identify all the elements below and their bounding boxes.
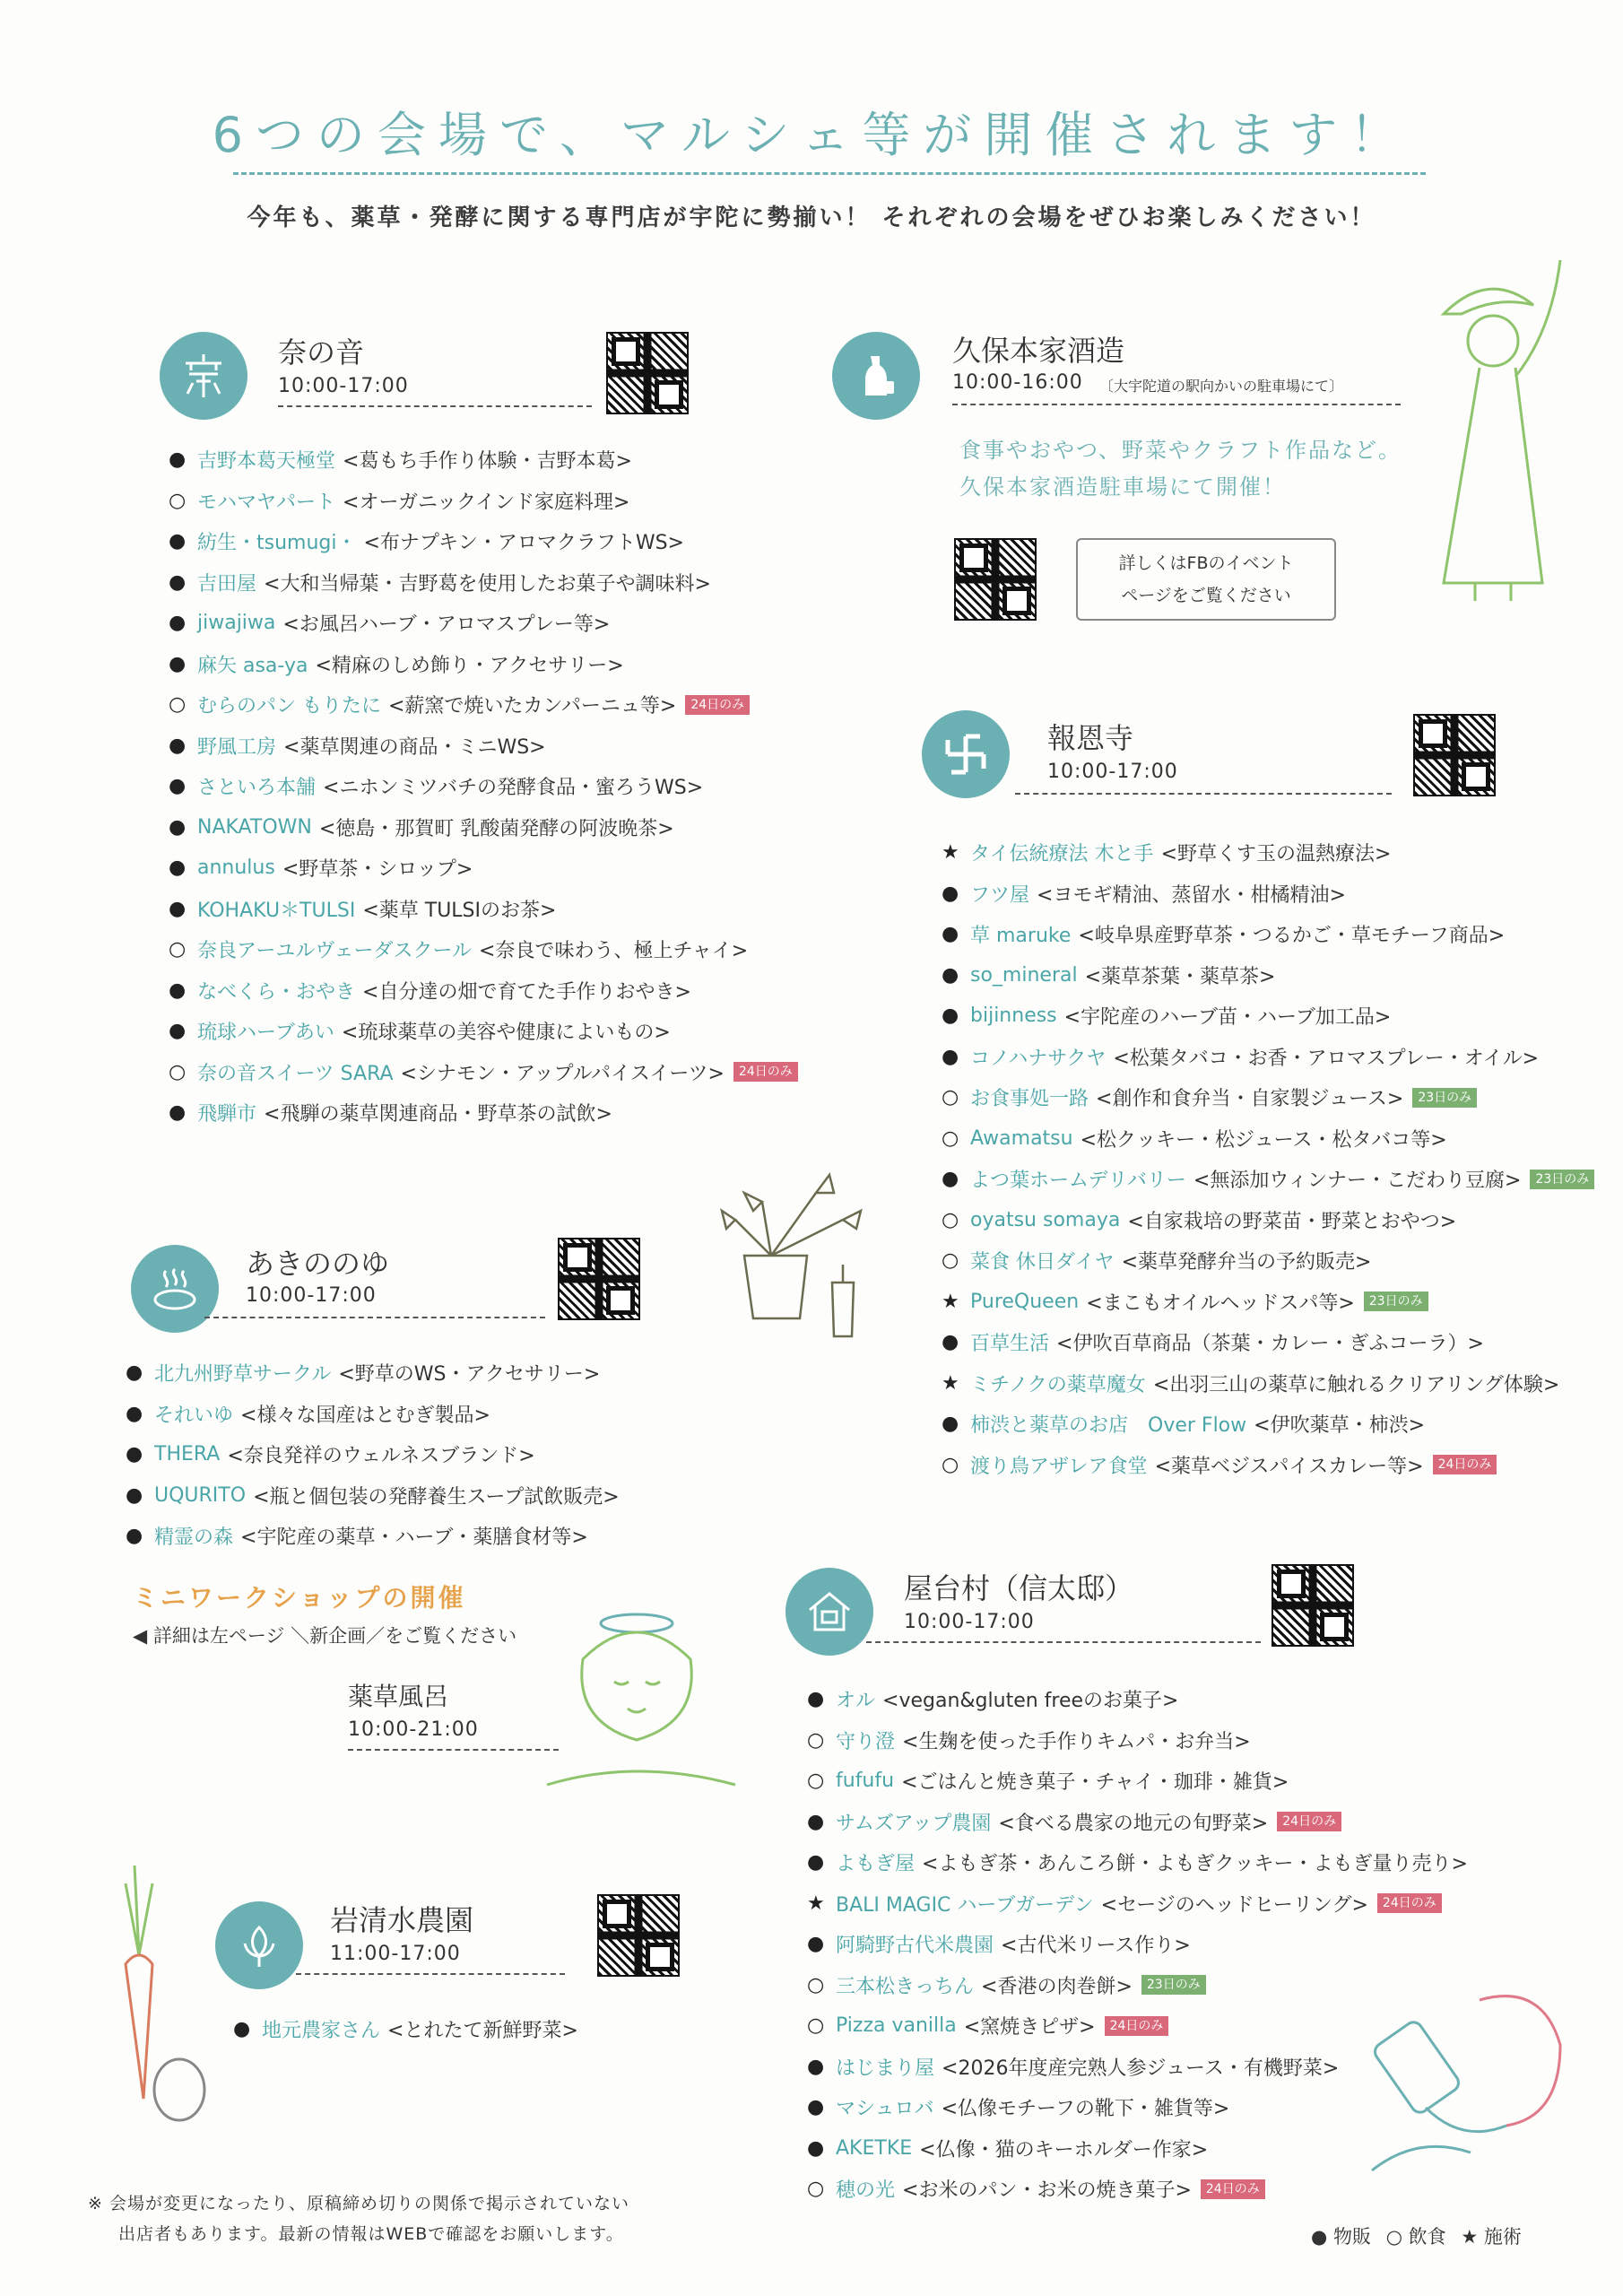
shop-description: <大和当帰葉・吉野葛を使用したお菓子や調味料> <box>264 572 711 596</box>
kubo-fb-note <box>1076 538 1336 621</box>
shop-list-nanooto <box>169 439 798 1134</box>
shop-type-mark: ● <box>942 1045 959 1068</box>
shop-item <box>169 521 798 562</box>
shop-item <box>942 1363 1594 1405</box>
shop-type-mark: ● <box>942 963 959 987</box>
shop-description: <とれたて新鮮野菜> <box>387 2020 578 2043</box>
shop-description: <布ナプキン・アロマクラフトWS> <box>363 532 684 555</box>
shop-item <box>169 1092 798 1134</box>
venue-divider <box>278 405 592 407</box>
shop-type-mark: ● <box>807 1933 825 1956</box>
venue-name-kubo: 久保本家酒造 <box>952 334 1125 368</box>
shop-type-mark: ○ <box>807 1770 825 1793</box>
shop-item <box>942 1200 1594 1241</box>
venue-divider <box>952 404 1401 405</box>
shop-name: UQURITO <box>154 1483 247 1507</box>
shop-item <box>942 1445 1594 1486</box>
shop-type-mark: ● <box>942 1168 959 1191</box>
shop-description: <窯焼きピザ> <box>963 2016 1096 2039</box>
shop-name: コノハナサクヤ <box>970 1047 1107 1070</box>
shop-name: 地元農家さん <box>262 2020 381 2043</box>
shop-name: THERA <box>154 1443 221 1466</box>
shop-description: <お米のパン・お米の焼き菓子> <box>902 2179 1192 2203</box>
venue-divider <box>296 1973 565 1975</box>
shop-item <box>169 807 798 848</box>
shop-item <box>126 1352 620 1394</box>
shop-name: はじまり屋 <box>836 2057 935 2080</box>
shop-item <box>807 1883 1468 1925</box>
shop-type-mark: ● <box>233 2018 251 2041</box>
shop-description: <香港の肉巻餅> <box>981 1975 1133 1998</box>
shop-description: <琉球薬草の美容や健康によいもの> <box>341 1022 671 1045</box>
shop-description: <宇陀産のハーブ苗・ハーブ加工品> <box>1063 1006 1392 1030</box>
date-badge: 24日のみ <box>1277 1812 1341 1831</box>
footnote-line1: ※ 会場が変更になったり、原稿締め切りの関係で掲示されていない <box>88 2194 629 2213</box>
shop-name: タイ伝統療法 木と手 <box>970 843 1154 866</box>
shop-name: 奈良アーユルヴェーダスクール <box>197 940 473 963</box>
shop-type-mark: ● <box>807 2096 825 2119</box>
workshop-title: ミニワークショップの開催 <box>133 1583 466 1613</box>
shop-name: それいゆ <box>154 1404 234 1427</box>
qr-code-akinonoyu[interactable] <box>558 1238 640 1320</box>
shop-item <box>942 1077 1594 1118</box>
shop-type-mark: ● <box>169 1020 187 1043</box>
shop-item <box>807 1802 1468 1843</box>
shop-item <box>942 874 1594 915</box>
shop-description: <徳島・那賀町 乳酸菌発酵の阿波晩茶> <box>318 817 674 840</box>
shop-name: oyatsu somaya <box>970 1208 1121 1231</box>
workshop-name: 薬草風呂 <box>348 1682 449 1711</box>
shop-name: 吉野本葛天極堂 <box>197 450 336 474</box>
shop-type-mark: ● <box>126 1402 143 1425</box>
shop-type-mark: ○ <box>807 2014 825 2038</box>
shop-name: bijinness <box>970 1004 1057 1028</box>
shop-type-mark: ● <box>169 734 187 757</box>
legend-food: ○ 飲食 <box>1385 2226 1446 2248</box>
date-badge: 24日のみ <box>1201 2179 1265 2199</box>
shop-name: NAKATOWN <box>197 815 312 839</box>
shop-name: なべくら・おやき <box>197 980 356 1004</box>
shop-type-mark: ○ <box>942 1208 959 1231</box>
venue-name-akinonoyu: あきののゆ <box>246 1247 390 1281</box>
shop-item <box>126 1516 620 1557</box>
shop-name: Awamatsu <box>970 1126 1073 1150</box>
shop-type-mark: ○ <box>169 938 187 961</box>
shop-type-mark: ● <box>169 978 187 1002</box>
shop-name: 琉球ハーブあい <box>197 1022 334 1045</box>
shop-item <box>169 970 798 1012</box>
shop-list-houonji <box>942 832 1594 1485</box>
shop-description: <薬草発酵弁当の予約販売> <box>1121 1251 1372 1274</box>
potted-plant-illustration <box>717 1157 888 1345</box>
qr-code-kubo[interactable] <box>954 538 1037 621</box>
shop-type-mark: ● <box>169 448 187 472</box>
shop-type-mark: ● <box>942 1004 959 1028</box>
shop-description: <仏像・猫のキーホルダー作家> <box>919 2138 1209 2161</box>
shop-description: <ごはんと焼き菓子・チャイ・珈琲・雑貨> <box>901 1771 1289 1795</box>
shop-item <box>233 2009 578 2050</box>
kubo-note-line1: 詳しくはFBのイベント <box>1118 553 1294 573</box>
venue-divider <box>1015 793 1392 795</box>
shop-name: BALI MAGIC ハーブガーデン <box>836 1893 1094 1917</box>
shop-description: <食べる農家の地元の旬野菜> <box>998 1812 1269 1835</box>
shop-type-mark: ● <box>942 882 959 905</box>
venue-divider <box>866 1641 1261 1643</box>
legend-treatment: ★ 施術 <box>1461 2226 1522 2248</box>
shop-item <box>126 1475 620 1517</box>
shop-type-mark: ● <box>169 857 187 880</box>
shop-name: 奈の音スイーツ SARA <box>197 1062 394 1085</box>
shop-description: <シナモン・アップルパイスイーツ> <box>400 1062 725 1085</box>
shop-item <box>169 889 798 930</box>
shop-name: 北九州野草サークル <box>154 1363 332 1387</box>
shop-item <box>807 1761 1468 1802</box>
shop-description: <薬草茶葉・薬草茶> <box>1084 965 1276 988</box>
shop-name: 精霊の森 <box>154 1526 234 1550</box>
shop-name: よもぎ屋 <box>836 1853 916 1876</box>
shop-item <box>169 1011 798 1052</box>
shop-name: KOHAKU＊TULSI <box>197 899 356 922</box>
shop-name: PureQueen <box>970 1290 1080 1313</box>
qr-code-houonji[interactable] <box>1413 714 1496 796</box>
shop-description: <精麻のしめ飾り・アクセサリー> <box>315 654 624 677</box>
sake-bottle-icon <box>832 332 920 420</box>
kubo-desc-line1: 食事やおやつ、野菜やクラフト作品など。 <box>959 438 1402 463</box>
shop-name: 菜食 休日ダイヤ <box>970 1251 1115 1274</box>
shop-name: 守り澄 <box>836 1730 896 1753</box>
footnote <box>88 2188 629 2249</box>
shop-name: オル <box>836 1690 876 1713</box>
shop-description: <自家栽培の野菜苗・野菜とおやつ> <box>1127 1210 1457 1233</box>
shop-name: 紡生・tsumugi・ <box>197 532 357 555</box>
venue-time-kubo: 10:00-16:00 <box>952 371 1083 394</box>
shop-type-mark: ● <box>807 2136 825 2160</box>
shop-type-mark: ● <box>942 1331 959 1354</box>
vegetables-illustration <box>99 1848 206 2135</box>
shop-name: モハマヤパート <box>197 491 336 514</box>
date-badge: 24日のみ <box>685 695 750 715</box>
shop-description: <伊吹薬草・柿渋> <box>1254 1414 1426 1438</box>
bath-person-illustration <box>538 1605 744 1821</box>
manji-icon <box>922 710 1010 798</box>
shop-name: 三本松きっちん <box>836 1975 975 1998</box>
shop-type-mark: ★ <box>942 841 959 865</box>
shop-description: <薪窯で焼いたカンパーニュ等> <box>388 695 677 718</box>
shop-item <box>169 848 798 889</box>
kubo-note-line2: ページをご覧ください <box>1121 586 1291 605</box>
shop-description: <出羽三山の薬草に触れるクリアリング体験> <box>1152 1373 1560 1396</box>
date-badge: 24日のみ <box>733 1062 798 1082</box>
shop-type-mark: ● <box>126 1361 143 1385</box>
kubo-desc-line2: 久保本家酒造駐車場にて開催！ <box>959 474 1286 500</box>
shop-name: むらのパン もりたに <box>197 695 381 718</box>
shop-description: <薬草 TULSIのお茶> <box>362 899 557 922</box>
shop-name: jiwajiwa <box>197 612 276 635</box>
qr-code-yataimura[interactable] <box>1271 1564 1354 1647</box>
shop-type-mark: ● <box>169 570 187 594</box>
qr-code-iwashimizu[interactable] <box>597 1894 680 1977</box>
shop-type-mark: ● <box>942 923 959 946</box>
shop-name: お食事処一路 <box>970 1088 1089 1111</box>
shop-name: マシュロバ <box>836 2098 934 2121</box>
venue-name-iwashimizu: 岩清水農園 <box>330 1903 474 1937</box>
shop-type-mark: ○ <box>942 1126 959 1150</box>
shop-name: fufufu <box>836 1770 895 1793</box>
shop-description: <宇陀産の薬草・ハーブ・薬膳食材等> <box>240 1526 588 1550</box>
shop-description: <野草くす玉の温熱療法> <box>1160 843 1392 866</box>
shop-name: サムズアップ農園 <box>836 1812 992 1835</box>
shop-item <box>942 996 1594 1037</box>
shop-type-mark: ● <box>807 1688 825 1711</box>
shop-item <box>942 1159 1594 1200</box>
shop-description: <奈良で味わう、極上チャイ> <box>479 940 749 963</box>
shop-description: <セージのヘッドヒーリング> <box>1100 1893 1368 1917</box>
shop-name: AKETKE <box>836 2136 913 2160</box>
shop-item <box>807 1720 1468 1761</box>
venue-time-nanooto: 10:00-17:00 <box>278 375 409 397</box>
shop-description: <葛もち手作り体験・吉野本葛> <box>343 450 632 474</box>
date-badge: 23日のみ <box>1141 1975 1206 1995</box>
shop-name: 草 maruke <box>970 925 1072 948</box>
nanooto-logo-icon <box>160 332 247 420</box>
shop-type-mark: ● <box>126 1525 143 1548</box>
shop-name: annulus <box>197 857 275 880</box>
shop-description: <無添加ウィンナー・こだわり豆腐> <box>1193 1170 1522 1193</box>
shop-list-akinonoyu <box>126 1352 620 1557</box>
shop-type-mark: ● <box>169 897 187 920</box>
shop-type-mark: ● <box>942 1413 959 1436</box>
shop-item <box>807 1924 1468 1965</box>
shop-type-mark: ● <box>807 2055 825 2078</box>
shop-item <box>169 644 798 685</box>
shop-description: <お風呂ハーブ・アロマスプレー等> <box>282 613 611 637</box>
hot-spring-icon <box>131 1245 219 1333</box>
venue-time-akinonoyu: 10:00-17:00 <box>246 1284 377 1307</box>
shop-description: <伊吹百草商品（茶葉・カレー・ぎふコーラ）> <box>1056 1333 1484 1356</box>
shop-type-mark: ● <box>807 1810 825 1833</box>
venue-place-kubo: 〔大宇陀道の駅向かいの駐車場にて〕 <box>1099 378 1344 395</box>
shop-description: <創作和食弁当・自家製ジュース> <box>1096 1088 1404 1111</box>
shop-name: Pizza vanilla <box>836 2014 957 2038</box>
shop-name: さといろ本舗 <box>197 777 317 800</box>
shop-item <box>169 1052 798 1093</box>
date-badge: 24日のみ <box>1433 1455 1497 1474</box>
shop-type-mark: ★ <box>942 1371 959 1395</box>
workshop-time: 10:00-21:00 <box>348 1718 479 1741</box>
shop-type-mark: ○ <box>169 1060 187 1083</box>
shop-name: so_mineral <box>970 963 1078 987</box>
shop-name: フツ屋 <box>970 883 1030 907</box>
shop-name: 阿騎野古代米農園 <box>836 1935 994 1958</box>
shop-description: <瓶と個包装の発酵養生スープ試飲販売> <box>253 1485 620 1509</box>
legend-goods: ● 物販 <box>1311 2226 1371 2248</box>
shop-name: 柿渋と薬草のお店 Over Flow <box>970 1414 1247 1438</box>
shop-item <box>169 562 798 604</box>
drinking-person-illustration <box>1354 1973 1578 2206</box>
shop-name: よつ葉ホームデリバリー <box>970 1170 1186 1193</box>
shop-type-mark: ○ <box>942 1453 959 1476</box>
shop-item <box>942 1404 1594 1445</box>
shop-type-mark: ● <box>169 815 187 839</box>
kubo-description <box>959 432 1402 506</box>
date-badge: 23日のみ <box>1530 1170 1594 1189</box>
shop-description: <様々な国産はとむぎ製品> <box>240 1404 490 1427</box>
shop-item <box>126 1394 620 1435</box>
shop-type-mark: ● <box>807 1851 825 1874</box>
shop-name: ミチノクの薬草魔女 <box>970 1373 1146 1396</box>
shop-item <box>169 726 798 767</box>
shop-name: 百草生活 <box>970 1333 1050 1356</box>
shop-description: <薬草ベジスパイスカレー等> <box>1154 1455 1424 1478</box>
page-title: 6つの会場で、マルシェ等が開催されます！ <box>212 107 1411 163</box>
venue-time-iwashimizu: 11:00-17:00 <box>330 1943 461 1965</box>
legend <box>1311 2222 1531 2249</box>
house-icon <box>785 1568 873 1656</box>
date-badge: 23日のみ <box>1412 1088 1477 1108</box>
shop-item <box>942 832 1594 874</box>
venue-name-yataimura: 屋台村（信太邸） <box>904 1571 1134 1605</box>
venue-name-nanooto: 奈の音 <box>278 335 365 370</box>
leaf-icon <box>215 1901 303 1989</box>
shop-item <box>807 1679 1468 1720</box>
shop-description: <仏像モチーフの靴下・雑貨等> <box>941 2098 1230 2121</box>
shop-description: <松クッキー・松ジュース・松タバコ等> <box>1080 1128 1447 1152</box>
shop-item <box>942 1037 1594 1078</box>
shop-description: <生麹を使った手作りキムパ・お弁当> <box>902 1730 1251 1753</box>
shop-type-mark: ○ <box>807 1728 825 1752</box>
shop-description: <岐阜県産野草茶・つるかご・草モチーフ商品> <box>1078 925 1506 948</box>
shop-description: <まこもオイルヘッドスパ等> <box>1086 1292 1355 1315</box>
shop-item <box>169 603 798 644</box>
shop-description: <vegan&gluten freeのお菓子> <box>882 1690 1179 1713</box>
shop-type-mark: ○ <box>807 1973 825 1996</box>
venue-name-houonji: 報恩寺 <box>1047 721 1134 755</box>
title-divider <box>233 172 1426 175</box>
shop-item <box>169 929 798 970</box>
shop-item <box>807 1842 1468 1883</box>
shop-item <box>169 481 798 522</box>
shop-description: <ヨモギ精油、蒸留水・柑橘精油> <box>1037 883 1346 907</box>
shop-item <box>942 1240 1594 1282</box>
date-badge: 24日のみ <box>1105 2016 1169 2036</box>
venue-divider <box>204 1317 545 1318</box>
shop-item <box>126 1434 620 1475</box>
footnote-line2: 出店者もあります。最新の情報はWEBで確認をお願いします。 <box>118 2224 624 2244</box>
shop-description: <野草茶・シロップ> <box>282 858 473 882</box>
venue-time-houonji: 10:00-17:00 <box>1047 761 1178 783</box>
shop-description: <自分達の畑で育てた手作りおやき> <box>362 980 691 1004</box>
shop-type-mark: ○ <box>807 2178 825 2201</box>
shop-item <box>942 955 1594 996</box>
shop-description: <飛騨の薬草関連商品・野草茶の試飲> <box>264 1103 612 1126</box>
shop-name: 麻矢 asa-ya <box>197 654 308 677</box>
date-badge: 23日のみ <box>1364 1292 1428 1311</box>
shop-type-mark: ★ <box>942 1290 959 1313</box>
shop-description: <薬草関連の商品・ミニWS> <box>283 735 546 759</box>
shop-item <box>942 1118 1594 1160</box>
shop-type-mark: ● <box>169 775 187 798</box>
shop-item <box>942 1282 1594 1323</box>
shop-type-mark: ● <box>169 652 187 675</box>
shop-type-mark: ● <box>169 530 187 553</box>
shop-name: 穂の光 <box>836 2179 896 2203</box>
shop-type-mark: ○ <box>169 693 187 717</box>
shop-type-mark: ○ <box>942 1086 959 1109</box>
shop-type-mark: ● <box>126 1483 143 1507</box>
woman-illustration <box>1426 242 1587 619</box>
shop-description: <古代米リース作り> <box>1001 1935 1191 1958</box>
shop-description: <よもぎ茶・あんころ餅・よもぎクッキー・よもぎ量り売り> <box>922 1853 1468 1876</box>
shop-name: 渡り鳥アザレア食堂 <box>970 1455 1148 1478</box>
shop-item <box>169 684 798 726</box>
shop-type-mark: ○ <box>942 1249 959 1273</box>
shop-name: 飛騨市 <box>197 1103 257 1126</box>
shop-description: <ニホンミツバチの発酵食品・蜜ろうWS> <box>323 777 704 800</box>
shop-item <box>942 1322 1594 1363</box>
shop-type-mark: ● <box>126 1443 143 1466</box>
shop-name: 吉田屋 <box>197 572 257 596</box>
shop-type-mark: ● <box>169 612 187 635</box>
shop-item <box>169 439 798 481</box>
date-badge: 24日のみ <box>1377 1893 1442 1913</box>
shop-type-mark: ○ <box>169 489 187 512</box>
shop-item <box>942 914 1594 955</box>
qr-code-nanooto[interactable] <box>606 332 689 414</box>
shop-item <box>169 766 798 807</box>
page-subtitle: 今年も、薬草・発酵に関する専門店が宇陀に勢揃い！ それぞれの会場をぜひお楽しみください！ <box>247 204 1376 231</box>
shop-list-iwashimizu <box>233 2009 578 2050</box>
shop-description: <松葉タバコ・お香・アロマスプレー・オイル> <box>1113 1047 1540 1070</box>
workshop-note: ◀ 詳細は左ページ ＼新企画／をご覧ください <box>133 1625 517 1647</box>
shop-description: <2026年度産完熟人参ジュース・有機野菜> <box>942 2057 1340 2080</box>
shop-description: <野草のWS・アクセサリー> <box>338 1363 601 1387</box>
shop-name: 野風工房 <box>197 735 277 759</box>
shop-description: <オーガニックインド家庭料理> <box>343 491 630 514</box>
venue-time-yataimura: 10:00-17:00 <box>904 1611 1035 1633</box>
shop-type-mark: ● <box>169 1101 187 1125</box>
shop-type-mark: ★ <box>807 1892 825 1915</box>
shop-description: <奈良発祥のウェルネスブランド> <box>227 1445 535 1468</box>
workshop-divider <box>348 1749 559 1751</box>
